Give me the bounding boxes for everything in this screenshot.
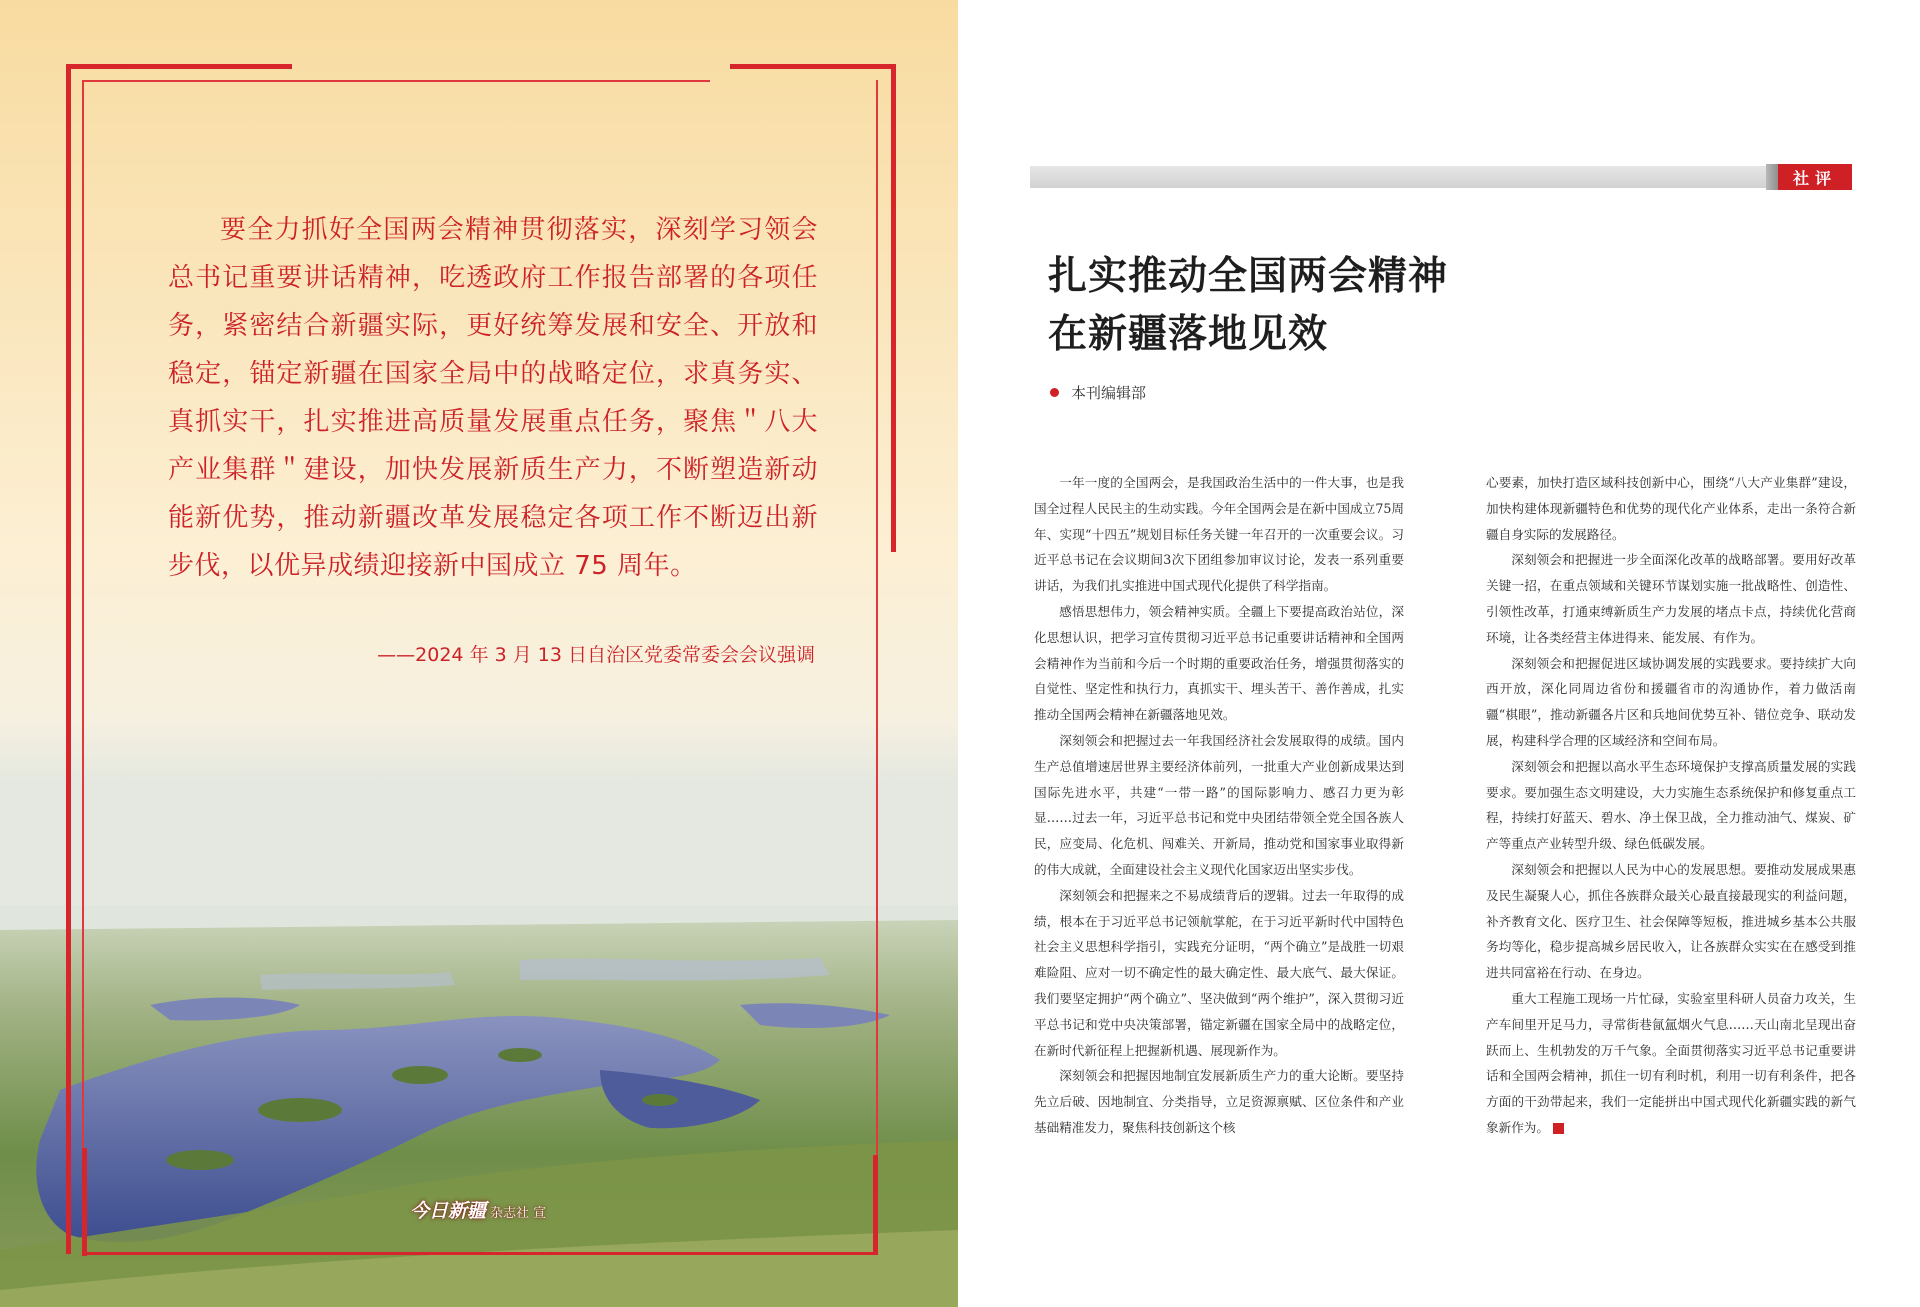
paragraph: 深刻领会和把握进一步全面深化改革的战略部署。要用好改革关键一招，在重点领域和关键环节谋划实施一批战略性、创造性、引领性改革，打通束缚新质生产力发展的堵点卡点，持续优化营商环境，让各类经营主体进得来、能发展、有作为。 bbox=[1486, 552, 1856, 645]
frame-inner-left bbox=[82, 80, 84, 1255]
paragraph-text: 重大工程施工现场一片忙碌，实验室里科研人员奋力攻关，生产车间里开足马力，寻常街巷氤氲烟火气息……天山南北呈现出奋跃而上、生机勃发的万千气象。全面贯彻落实习近平总书记重要讲话和全国两会精神，抓住一切有利时机，利用一切有利条件，把各方面的干劲带起来，我们一定能拼出中国式现代化新疆实践的新气象新作为。 bbox=[1486, 990, 1856, 1135]
quote-paragraph: 要全力抓好全国两会精神贯彻落实，深刻学习领会总书记重要讲话精神，吃透政府工作报告部署的各项任务，紧密结合新疆实际，更好统筹发展和安全、开放和稳定，锚定新疆在国家全局中的战略定位，求真务实、真抓实干，扎实推进高质量发展重点任务，聚焦＂八大产业集群＂建设，加快发展新质生产力，不断塑造新动能新优势，推动新疆改革发展稳定各项工作不断迈出新步伐，以优异成绩迎接新中国成立 75 周年。 bbox=[168, 215, 818, 581]
frame-bottom-left-accent bbox=[82, 1148, 87, 1256]
paragraph: 深刻领会和把握因地制宜发展新质生产力的重大论断。要坚持先立后破、因地制宜、分类指导，立足资源禀赋、区位条件和产业基础精准发力，聚焦科技创新这个核 bbox=[1034, 1068, 1404, 1135]
end-mark-icon bbox=[1553, 1123, 1564, 1134]
frame-top-line bbox=[66, 64, 292, 69]
byline bbox=[1050, 382, 1146, 403]
paragraph: 深刻领会和把握过去一年我国经济社会发展取得的成绩。国内生产总值增速居世界主要经济体前列，一批重大产业创新成果达到国际先进水平，共建“一带一路”的国际影响力、感召力更为彰显……过去一年，习近平总书记和党中央团结带领全党全国各族人民，应变局、化危机、闯难关、开新局，推动党和国家事业取得新的伟大成就，全面建设社会主义现代化国家迈出坚实步伐。 bbox=[1034, 732, 1404, 877]
left-page-poster bbox=[0, 0, 958, 1307]
frame-bottom-line bbox=[82, 1252, 878, 1255]
article-column-1 bbox=[1034, 470, 1404, 1141]
frame-top-line-right bbox=[730, 64, 896, 69]
paragraph: 深刻领会和把握来之不易成绩背后的逻辑。过去一年取得的成绩，根本在于习近平总书记领航掌舵，在于习近平新时代中国特色社会主义思想科学指引，实践充分证明，“两个确立”是战胜一切艰难险阻、应对一切不确定性的最大确定性、最大底气、最大保证。我们要坚定拥护“两个确立”、坚决做到“两个维护”，深入贯彻习近平总书记和党中央决策部署，锚定新疆在国家全局中的战略定位，在新时代新征程上把握新机遇、展现新作为。 bbox=[1034, 887, 1404, 1058]
quote-attribution: ——2024 年 3 月 13 日自治区党委常委会会议强调 bbox=[377, 644, 815, 666]
paragraph: 深刻领会和把握以人民为中心的发展思想。要推动发展成果惠及民生凝聚人心，抓住各族群众最关心最直接最现实的利益问题，补齐教育文化、医疗卫生、社会保障等短板，推进城乡基本公共服务均等化，稳步提高城乡居民收入，让各族群众实实在在感受到推进共同富裕在行动、在身边。 bbox=[1486, 861, 1856, 981]
bullet-icon bbox=[1050, 388, 1059, 397]
paragraph: 心要素，加快打造区域科技创新中心，围绕“八大产业集群”建设，加快构建体现新疆特色和优势的现代化产业体系，走出一条符合新疆自身实际的发展路径。 bbox=[1486, 475, 1856, 542]
article-headline bbox=[1048, 248, 1448, 364]
headline-line-1: 扎实推动全国两会精神 bbox=[1048, 254, 1449, 299]
publisher-name: 杂志社 bbox=[490, 1206, 530, 1221]
paragraph-last bbox=[1486, 986, 1856, 1141]
frame-inner-right bbox=[876, 80, 878, 1255]
magazine-logo: 今日新疆 bbox=[410, 1200, 487, 1222]
paragraph: 感悟思想伟力，领会精神实质。全疆上下要提高政治站位，深化思想认识，把学习宣传贯彻习近平总书记重要讲话精神和全国两会精神作为当前和今后一个时期的重要政治任务，增强贯彻落实的自觉性、坚定性和执行力，真抓实干、埋头苦干、善作善成，扎实推动全国两会精神在新疆落地见效。 bbox=[1034, 603, 1404, 723]
publisher-suffix: 宣 bbox=[533, 1206, 547, 1221]
article-column-2 bbox=[1486, 470, 1856, 1141]
frame-inner-top bbox=[82, 80, 710, 82]
frame-right-line bbox=[891, 64, 896, 552]
headline-line-2: 在新疆落地见效 bbox=[1048, 312, 1329, 357]
byline-author: 本刊编辑部 bbox=[1071, 384, 1147, 402]
section-tag: 社评 bbox=[1778, 164, 1852, 190]
paragraph: 深刻领会和把握促进区域协调发展的实践要求。要持续扩大向西开放，深化同周边省份和援疆省市的沟通协作，着力做活南疆“棋眼”，推动新疆各片区和兵地间优势互补、错位竞争、联动发展，构建科学合理的区域经济和空间布局。 bbox=[1486, 655, 1856, 748]
frame-bottom-right-accent bbox=[873, 1155, 878, 1255]
paragraph: 深刻领会和把握以高水平生态环境保护支撑高质量发展的实践要求。要加强生态文明建设，大力实施生态系统保护和修复重点工程，持续打好蓝天、碧水、净土保卫战，全力推动油气、煤炭、矿产等重点产业转型升级、绿色低碳发展。 bbox=[1486, 758, 1856, 852]
section-header-bar bbox=[1030, 166, 1770, 188]
paragraph: 一年一度的全国两会，是我国政治生活中的一件大事，也是我国全过程人民民主的生动实践。今年全国两会是在新中国成立75周年、实现“十四五”规划目标任务关键一年召开的一次重要会议。习近平总书记在会议期间3次下团组参加审议讨论，发表一系列重要讲话，为我们扎实推进中国式现代化提供了科学指南。 bbox=[1034, 475, 1404, 594]
frame-left-line bbox=[66, 64, 71, 1254]
right-page-editorial bbox=[958, 0, 1920, 1307]
publisher-credit bbox=[410, 1196, 546, 1223]
